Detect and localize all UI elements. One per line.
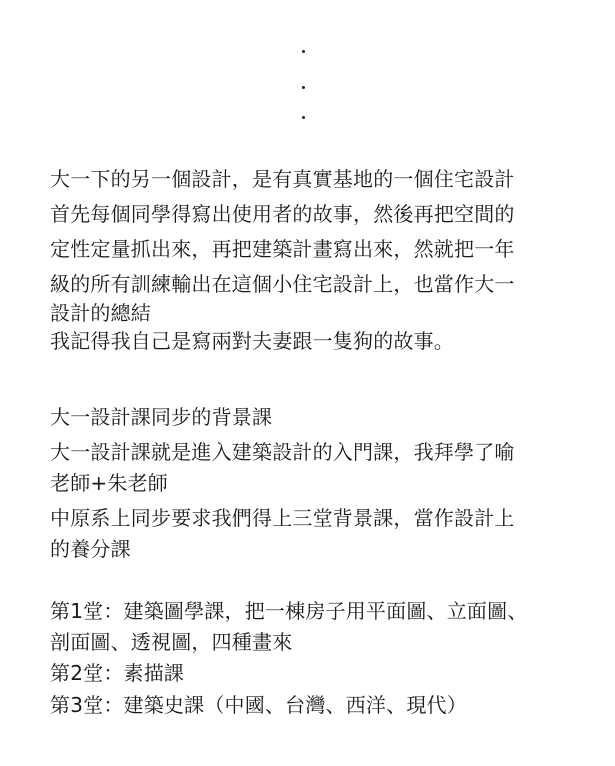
paragraph1-line: 大一下的另一個設計，是有真實基地的一個住宅設計 xyxy=(50,167,515,191)
paragraph1-line: 我記得我自己是寫兩對夫妻跟一隻狗的故事。 xyxy=(50,329,454,353)
ellipsis-dot xyxy=(302,86,305,89)
paragraph2-heading: 大一設計課同步的背景課 xyxy=(50,405,273,429)
paragraph2-line: 大一設計課就是進入建築設計的入門課，我拜學了喻 xyxy=(50,440,515,464)
ellipsis-dot xyxy=(302,50,305,53)
paragraph3-line: 第2堂：素描課 xyxy=(50,661,185,685)
paragraph2-line: 的養分課 xyxy=(50,537,131,561)
paragraph3-line: 剖面圖、透視圖，四種畫來 xyxy=(50,630,293,654)
ellipsis-dot xyxy=(302,116,305,119)
paragraph2-line: 老師+朱老師 xyxy=(50,471,168,495)
paragraph1-line: 首先每個同學得寫出使用者的故事，然後再把空間的 xyxy=(50,202,515,226)
paragraph1-line: 設計的總結 xyxy=(50,301,151,325)
paragraph1-line: 定性定量抓出來，再把建築計畫寫出來，然就把一年 xyxy=(50,237,515,261)
paragraph1-line: 級的所有訓練輸出在這個小住宅設計上，也當作大一 xyxy=(50,272,515,296)
paragraph3-line: 第1堂：建築圖學課，把一棟房子用平面圖、立面圖、 xyxy=(50,599,528,623)
paragraph2-line: 中原系上同步要求我們得上三堂背景課，當作設計上 xyxy=(50,506,515,530)
paragraph3-line: 第3堂：建築史課（中國、台灣、西洋、現代） xyxy=(50,693,467,717)
